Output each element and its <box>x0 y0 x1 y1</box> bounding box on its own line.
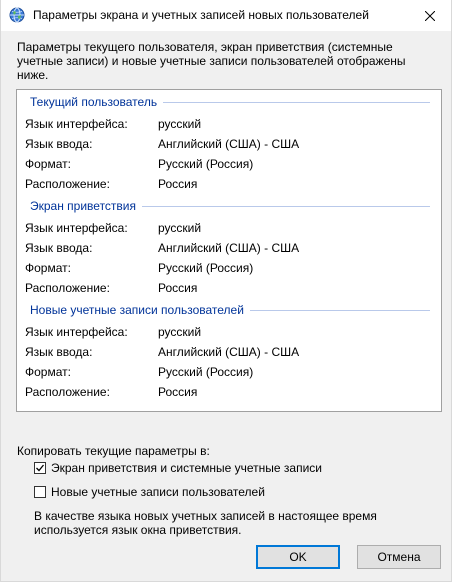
value: Английский (США) - США <box>158 137 300 151</box>
value: Россия <box>158 177 198 191</box>
label: Язык интерфейса: <box>25 117 128 131</box>
section-divider <box>163 102 430 103</box>
section-title: Экран приветствия <box>30 199 137 213</box>
settings-panel <box>16 89 442 412</box>
value: Английский (США) - США <box>158 345 300 359</box>
value: Русский (Россия) <box>158 157 254 171</box>
value: русский <box>158 221 202 235</box>
title-bar[interactable] <box>1 0 452 31</box>
value: Русский (Россия) <box>158 261 254 275</box>
label: Язык ввода: <box>25 345 93 359</box>
globe-icon <box>9 7 25 23</box>
value: русский <box>158 325 202 339</box>
section-title: Текущий пользователь <box>30 95 158 109</box>
cancel-button[interactable]: Отмена <box>357 545 441 569</box>
value: Россия <box>158 385 198 399</box>
copy-settings-label: Копировать текущие параметры в: <box>17 444 210 458</box>
label: Язык ввода: <box>25 137 93 151</box>
section-divider <box>142 206 430 207</box>
label: Формат: <box>25 365 71 379</box>
value: Россия <box>158 281 198 295</box>
row-location <box>25 177 425 191</box>
row-ui-language <box>25 117 425 131</box>
section-header-current-user <box>30 95 430 109</box>
row-input-language <box>25 137 425 151</box>
row-input-language <box>25 345 425 359</box>
row-location <box>25 385 425 399</box>
section-header-welcome-screen <box>30 199 430 213</box>
value: Русский (Россия) <box>158 365 254 379</box>
label: Формат: <box>25 261 71 275</box>
checkbox-box[interactable] <box>34 486 46 498</box>
ok-button[interactable]: OK <box>256 545 340 569</box>
close-button[interactable] <box>407 0 452 31</box>
row-ui-language <box>25 325 425 339</box>
row-format <box>25 157 425 171</box>
label: Язык интерфейса: <box>25 221 128 235</box>
welcome-screen-checkbox[interactable] <box>34 460 322 476</box>
row-format <box>25 261 425 275</box>
intro-text: Параметры текущего пользователя, экран приветствия (системные учетные записи) и новые учетные записи пользователей отображены ниже. <box>17 40 406 82</box>
checkbox-label[interactable]: Новые учетные записи пользователей <box>51 485 265 499</box>
window-title: Параметры экрана и учетных записей новых пользователей <box>33 8 369 22</box>
row-ui-language <box>25 221 425 235</box>
section-title: Новые учетные записи пользователей <box>30 303 244 317</box>
label: Язык ввода: <box>25 241 93 255</box>
checkmark-icon <box>35 463 45 473</box>
label: Формат: <box>25 157 71 171</box>
row-input-language <box>25 241 425 255</box>
label: Расположение: <box>25 177 110 191</box>
section-divider <box>250 310 430 311</box>
label: Расположение: <box>25 281 110 295</box>
close-icon <box>425 11 435 21</box>
row-location <box>25 281 425 295</box>
language-note: В качестве языка новых учетных записей в настоящее время используется язык окна приветствия. <box>34 509 377 537</box>
label: Расположение: <box>25 385 110 399</box>
row-format <box>25 365 425 379</box>
new-users-checkbox[interactable] <box>34 484 265 500</box>
checkbox-box[interactable] <box>34 462 46 474</box>
value: русский <box>158 117 202 131</box>
checkbox-label[interactable]: Экран приветствия и системные учетные записи <box>51 461 322 475</box>
label: Язык интерфейса: <box>25 325 128 339</box>
value: Английский (США) - США <box>158 241 300 255</box>
section-header-new-users <box>30 303 430 317</box>
